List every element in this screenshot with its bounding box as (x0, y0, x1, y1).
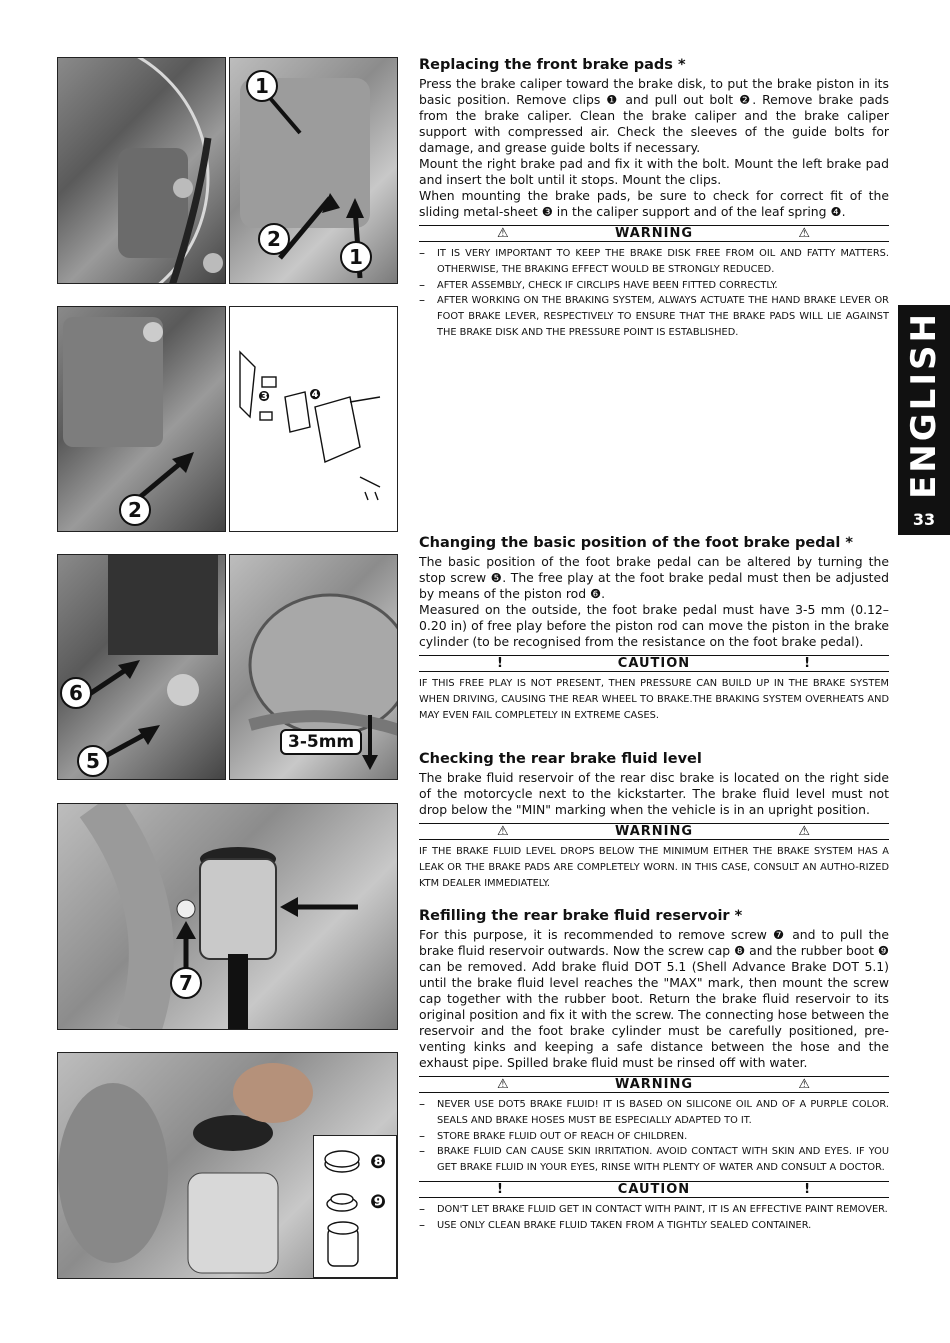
section-body: Press the brake caliper toward the brake disk, to put the brake piston in its basic position. Remove clips ❶ and pull out bolt ❷. Remove brake pads from the brake caliper. Clean the brake caliper and the brake caliper support with compressed air. Check the sleeves of the guide bolts for damage, and grease guide bolts if necessary. Mount the right brake pad and fix it with the bolt. Mount the left brake pad and insert the bolt until it stops. Mount the clips. When mounting the brake pads, be sure to check for correct fit of the sliding metal-sheet ❸ in the caliper support and of the leaf spring ❹. (419, 76, 889, 219)
caution-icon: ! (497, 1181, 504, 1197)
section-body: The brake fluid reservoir of the rear disc brake is located on the right side of the motorcycle next to the kickstarter. The brake fluid level must not drop below the "MIN" marking when the vehicle is in an upright position. (419, 770, 889, 817)
section-foot-brake-pedal (419, 535, 889, 724)
warning-list (419, 1097, 889, 1176)
photo-brake-clips (229, 57, 398, 284)
callout-8: ❽ (369, 1151, 387, 1173)
caution-title: CAUTION (617, 656, 691, 671)
list-item: – NEVER USE DOT5 BRAKE FLUID! IT IS BASED ON SILICONE OIL AND OF A PURPLE COLOR. SEALS AND BRAKE HOSES MUST BE ESPECIALLY ADAPTED TO IT. (419, 1097, 889, 1129)
warning-bar (419, 823, 889, 840)
caution-text: IF THIS FREE PLAY IS NOT PRESENT, THEN PRESSURE CAN BUILD UP IN THE BRAKE SYSTEM WHEN DRIVING, CAUSING THE REAR WHEEL TO BRAKE.THE BRAKING SYSTEM OVERHEATS AND MAY EVEN FAIL COMPLETELY IN EXTREME CASES. (419, 678, 889, 721)
section-heading: Checking the rear brake fluid level (419, 751, 702, 767)
warning-icon: ⚠ (798, 226, 811, 241)
photo-foot-brake-pedal (57, 554, 226, 780)
warning-list (419, 246, 889, 341)
warning-icon: ⚠ (497, 226, 510, 241)
callout-1-top: 1 (246, 70, 278, 102)
callout-7: 7 (170, 967, 202, 999)
section-check-fluid-level (419, 751, 889, 892)
section-front-brake-pads (419, 57, 889, 341)
caution-icon: ! (497, 656, 504, 671)
warning-bar (419, 1076, 889, 1093)
caution-list (419, 1202, 889, 1234)
photo-brake-caliper-front (57, 57, 226, 284)
parts-inset (313, 1135, 397, 1278)
list-item: – IT IS VERY IMPORTANT TO KEEP THE BRAKE DISK FREE FROM OIL AND FATTY MATTERS. OTHERWISE, THE BRAKING EFFECT WOULD BE STRONGLY REDUCED. (419, 246, 889, 278)
caution-title: CAUTION (617, 1181, 691, 1197)
callout-6: 6 (60, 677, 92, 709)
free-play-label: 3-5mm (280, 729, 362, 755)
language-tab (898, 305, 950, 535)
list-item: – USE ONLY CLEAN BRAKE FLUID TAKEN FROM A TIGHTLY SEALED CONTAINER. (419, 1218, 889, 1234)
warning-icon: ⚠ (497, 1077, 510, 1092)
list-item: – BRAKE FLUID CAN CAUSE SKIN IRRITATION. AVOID CONTACT WITH SKIN AND EYES. IF YOU GET BRAKE FLUID IN YOUR EYES, RINSE WITH PLENTY OF WATER AND CONSULT A DOCTOR. (419, 1144, 889, 1176)
pedal-illustration (58, 555, 226, 780)
warning-text: IF THE BRAKE FLUID LEVEL DROPS BELOW THE MINIMUM EITHER THE BRAKE SYSTEM HAS A LEAK OR THE BRAKE PADS ARE COMPLETELY WORN. IN THIS CASE, CONSULT AN AUTHO-RIZED KTM DEALER IMMEDIATELY. (419, 846, 889, 889)
photo-rear-brake-reservoir (57, 803, 398, 1030)
language-label: ENGLISH (904, 311, 944, 499)
callout-9: ❾ (369, 1191, 387, 1213)
section-refill-reservoir (419, 908, 889, 1234)
warning-title: WARNING (614, 226, 694, 241)
drawing-exploded-caliper (229, 306, 398, 532)
section-heading: Replacing the front brake pads * (419, 57, 686, 73)
callout-5: 5 (77, 745, 109, 777)
page-number: 33 (912, 510, 936, 529)
callout-1-bottom: 1 (340, 241, 372, 273)
warning-icon: ⚠ (798, 824, 811, 839)
warning-icon: ⚠ (798, 1077, 811, 1092)
photo-ktm-engine-cover (229, 554, 398, 780)
caliper-illustration (58, 58, 226, 284)
callout-2-fig2: 2 (119, 494, 151, 526)
list-item: – AFTER ASSEMBLY, CHECK IF CIRCLIPS HAVE BEEN FITTED CORRECTLY. (419, 278, 889, 294)
exploded-drawing (230, 307, 398, 532)
warning-title: WARNING (614, 1077, 694, 1092)
list-item: – DON'T LET BRAKE FLUID GET IN CONTACT WITH PAINT, IT IS AN EFFECTIVE PAINT REMOVER. (419, 1202, 889, 1218)
callout-4-fig2: ❹ (309, 387, 321, 403)
reservoir-illustration (58, 804, 398, 1030)
caution-icon: ! (804, 656, 811, 671)
caution-bar (419, 1181, 889, 1198)
warning-icon: ⚠ (497, 824, 510, 839)
list-item: – STORE BRAKE FLUID OUT OF REACH OF CHILDREN. (419, 1129, 889, 1145)
photo-brembo-caliper (57, 306, 226, 532)
caution-icon: ! (804, 1181, 811, 1197)
section-heading: Refilling the rear brake fluid reservoir * (419, 908, 743, 924)
warning-title: WARNING (614, 824, 694, 839)
section-heading: Changing the basic position of the foot brake pedal * (419, 535, 853, 551)
caution-bar (419, 655, 889, 672)
callout-3-fig2: ❸ (258, 389, 270, 405)
callout-2: 2 (258, 223, 290, 255)
section-body: The basic position of the foot brake pedal can be altered by turning the stop screw ❺. The free play at the foot brake pedal must then be adjusted by means of the piston rod ❻. Measured on the outside, the foot brake pedal must have 3-5 mm (0.12–0.20 in) of free play before the piston rod can move the piston in the brake cylinder (to be recognised from the resistance on the foot brake pedal). (419, 554, 889, 649)
section-body: For this purpose, it is recommended to remove screw ❼ and to pull the brake fluid reservoir outwards. Now the screw cap ❽ and the rubber boot ❾ can be removed. Add brake fluid DOT 5.1 (Shell Advance Brake DOT 5.1) until the brake fluid level reaches the "MAX" mark, then mount the screw cap together with the rubber boot. Return the brake fluid reservoir to its original position and fix it with the screw. The connecting hose between the reservoir and the foot brake cylinder must be carefully positioned, pre-venting kinks and keeping a safe distance between the hose and the exhaust pipe. Spilled brake fluid must be rinsed off with water. (419, 927, 889, 1070)
photo-refill-reservoir (57, 1052, 398, 1279)
warning-bar (419, 225, 889, 242)
list-item: – AFTER WORKING ON THE BRAKING SYSTEM, ALWAYS ACTUATE THE HAND BRAKE LEVER OR FOOT BRAKE LEVER, RESPECTIVELY TO ENSURE THAT THE BRAKE PADS WILL LIE AGAINST THE BRAKE DISK AND THE PRESSURE POINT IS ESTABLISHED. (419, 293, 889, 340)
